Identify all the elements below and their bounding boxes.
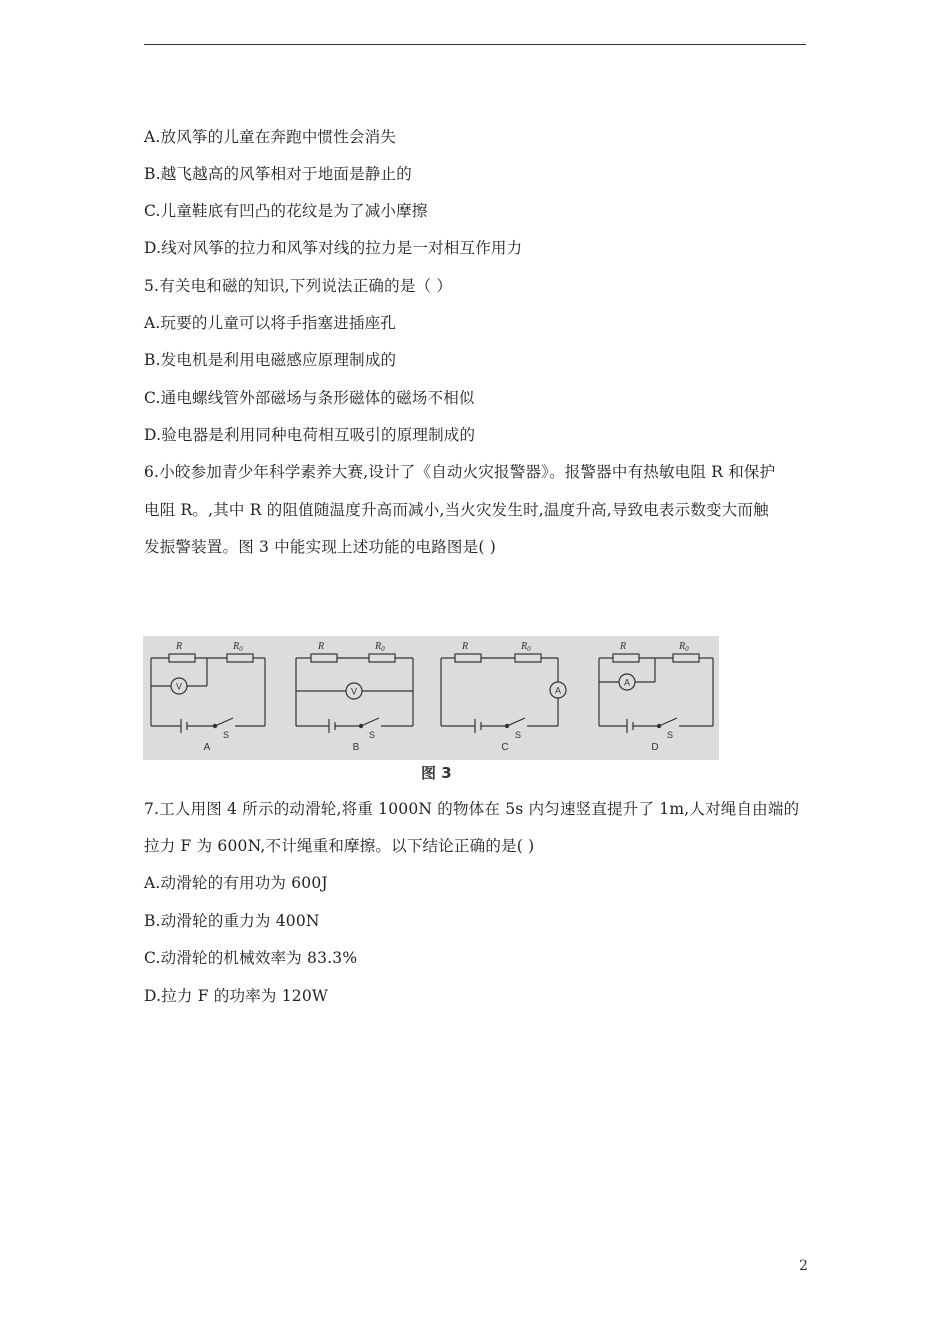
- text-line: 拉力 F 为 600N,不计绳重和摩擦。以下结论正确的是( ): [144, 837, 535, 855]
- figure-3-circuits: [143, 636, 719, 760]
- question-7: 7.工人用图 4 所示的动滑轮,将重 1000N 的物体在 5s 内匀速竖直提升了 1m,人对绳自由端的: [144, 800, 800, 818]
- text-line: A.动滑轮的有用功为 600J: [144, 874, 328, 892]
- text-line: B.动滑轮的重力为 400N: [144, 912, 320, 930]
- voltmeter-symbol: V: [350, 686, 358, 697]
- text-line: B.发电机是利用电磁感应原理制成的: [144, 351, 397, 369]
- label-r0: $R_0$: [679, 641, 689, 653]
- circuit-diagrams: [143, 636, 719, 760]
- text-line: 发振警装置。图 3 中能实现上述功能的电路图是( ): [144, 538, 496, 556]
- label-r: R: [462, 641, 469, 652]
- label-r: R: [318, 641, 325, 652]
- page-number: 2: [799, 1258, 808, 1274]
- option-label-c: C: [501, 742, 509, 753]
- label-r: R: [176, 641, 183, 652]
- ammeter-symbol: A: [554, 685, 562, 696]
- switch-label: S: [667, 730, 674, 740]
- ammeter-symbol: A: [623, 677, 631, 688]
- text-line: D.线对风筝的拉力和风筝对线的拉力是一对相互作用力: [144, 239, 523, 257]
- text-line: A.放风筝的儿童在奔跑中惯性会消失: [144, 128, 397, 146]
- circuit-a: [151, 654, 265, 733]
- text-line: C.动滑轮的机械效率为 83.3%: [144, 949, 358, 967]
- label-r0: $R_0$: [375, 641, 385, 653]
- header-rule: [144, 44, 806, 45]
- switch-label: S: [369, 730, 376, 740]
- question-5: 5.有关电和磁的知识,下列说法正确的是（ ）: [144, 277, 453, 295]
- text-line: D.验电器是利用同种电荷相互吸引的原理制成的: [144, 426, 476, 444]
- question-6: 6.小皎参加青少年科学素养大赛,设计了《自动火灾报警器》。报警器中有热敏电阻 R 和保护: [144, 463, 776, 481]
- option-label-a: A: [203, 742, 211, 753]
- circuit-d: [599, 654, 713, 733]
- label-r0: $R_0$: [521, 641, 531, 653]
- switch-label: S: [515, 730, 522, 740]
- text-line: C.通电螺线管外部磁场与条形磁体的磁场不相似: [144, 389, 475, 407]
- text-line: B.越飞越高的风筝相对于地面是静止的: [144, 165, 412, 183]
- voltmeter-symbol: V: [175, 681, 183, 692]
- text-line: C.儿童鞋底有凹凸的花纹是为了减小摩擦: [144, 202, 428, 220]
- text-line: D.拉力 F 的功率为 120W: [144, 987, 329, 1005]
- circuit-c: [441, 654, 566, 733]
- label-r0: $R_0$: [233, 641, 243, 653]
- label-r: R: [620, 641, 627, 652]
- option-label-b: B: [352, 742, 360, 753]
- switch-label: S: [223, 730, 230, 740]
- figure-caption: 图 3: [421, 764, 452, 782]
- option-label-d: D: [651, 742, 659, 753]
- text-line: A.玩要的儿童可以将手指塞进插座孔: [144, 314, 397, 332]
- text-line: 电阻 R。,其中 R 的阻值随温度升高而减小,当火灾发生时,温度升高,导致电表示数变大而触: [144, 501, 769, 519]
